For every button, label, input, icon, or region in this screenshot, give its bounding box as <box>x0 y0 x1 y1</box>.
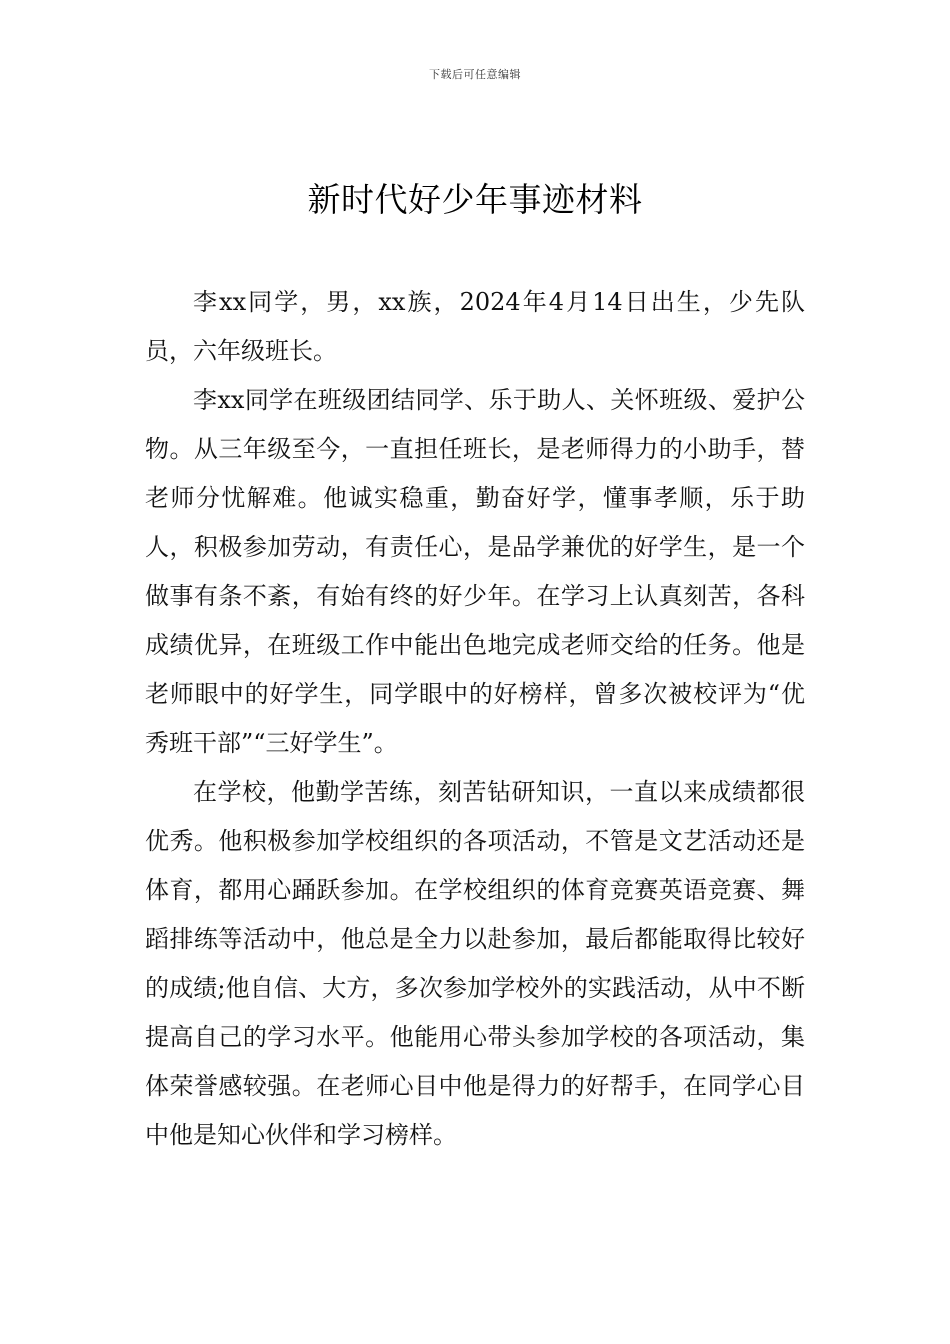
header-note: 下载后可任意编辑 <box>429 68 521 81</box>
document-title: 新时代好少年事迹材料 <box>307 180 643 219</box>
paragraph-intro: 李xx同学，男，xx族，2024年4月14日出生，少先队员，六年级班长。 <box>145 288 805 365</box>
document-body <box>145 278 805 1160</box>
paragraph-class-performance: 李xx同学在班级团结同学、乐于助人、关怀班级、爱护公物。从三年级至今，一直担任班长，是老师得力的小助手，替老师分忧解难。他诚实稳重，勤奋好学，懂事孝顺，乐于助人，积极参加劳动，有责任心，是品学兼优的好学生，是一个做事有条不紊，有始有终的好少年。在学习上认真刻苦，各科成绩优异，在班级工作中能出色地完成老师交给的任务。他是老师眼中的好学生，同学眼中的好榜样，曾多次被校评为“优秀班干部”“三好学生”。 <box>145 386 805 757</box>
paragraph-school-activities: 在学校，他勤学苦练，刻苦钻研知识，一直以来成绩都很优秀。他积极参加学校组织的各项活动，不管是文艺活动还是体育，都用心踊跃参加。在学校组织的体育竞赛英语竞赛、舞蹈排练等活动中，他总是全力以赴参加，最后都能取得比较好的成绩;他自信、大方，多次参加学校外的实践活动，从中不断提高自己的学习水平。他能用心带头参加学校的各项活动，集体荣誉感较强。在老师心目中他是得力的好帮手，在同学心目中他是知心伙伴和学习榜样。 <box>145 778 805 1149</box>
